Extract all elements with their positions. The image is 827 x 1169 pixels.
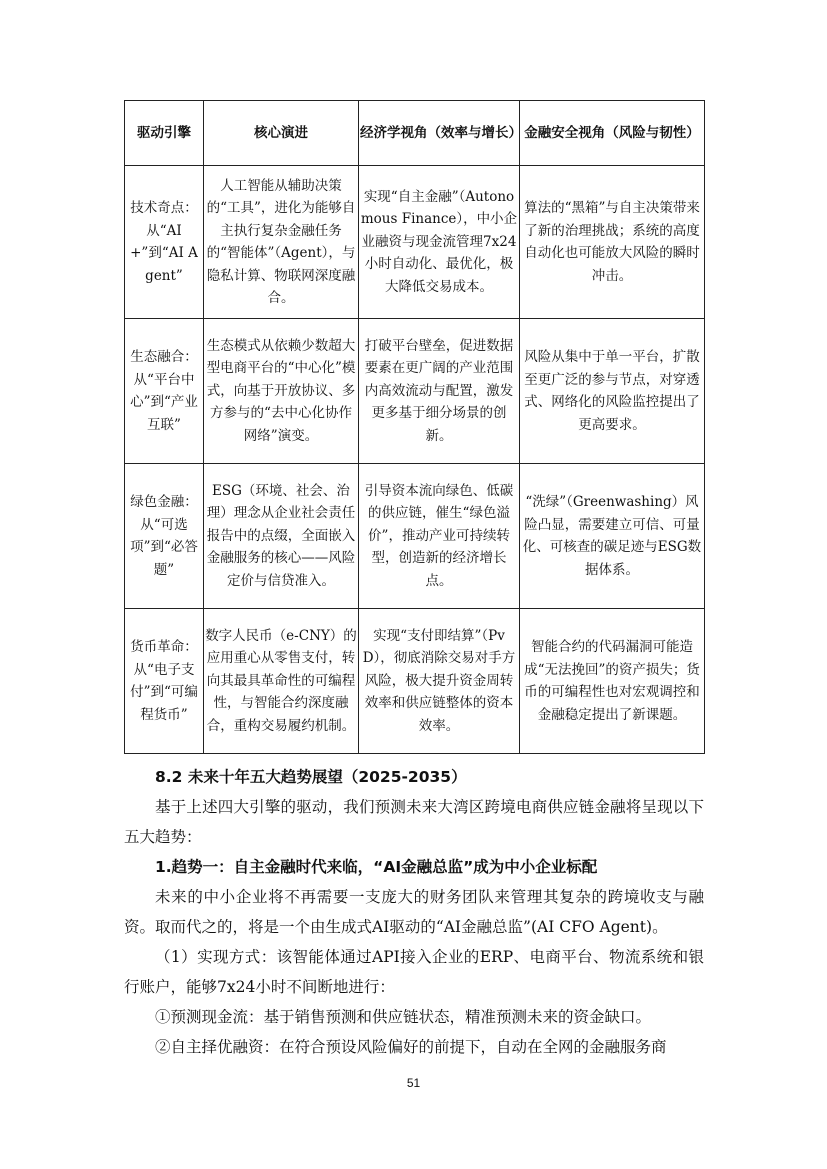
- table-cell: 货币革命：从“电子支付”到“可编程货币”: [125, 609, 204, 754]
- page-number: 51: [406, 1076, 421, 1090]
- table-cell: 实现“支付即结算”（PvD），彻底消除交易对手方风险，极大提升资金周转效率和供应链整体的资本效率。: [359, 609, 520, 754]
- table-cell: 绿色金融：从“可选项”到“必答题”: [125, 464, 204, 609]
- table-cell: 引导资本流向绿色、低碳的供应链，催生“绿色溢价”，推动产业可持续转型，创造新的经济增长点。: [359, 464, 520, 609]
- table-cell: ESG（环境、社会、治理）理念从企业社会责任报告中的点缀，全面嵌入金融服务的核心——风险定价与信贷准入。: [204, 464, 359, 609]
- paragraph: 未来的中小企业将不再需要一支庞大的财务团队来管理其复杂的跨境收支与融资。取而代之的，将是一个由生成式AI驱动的“AI金融总监”(AI CFO Agent)。: [124, 888, 704, 936]
- table-cell: 实现“自主金融”（Autonomous Finance），中小企业融资与现金流管理7x24小时自动化、最优化，极大降低交易成本。: [359, 166, 520, 319]
- header-cell: 驱动引擎: [125, 101, 204, 166]
- trend-heading: 1.趋势一：自主金融时代来临，“AI金融总监”成为中小企业标配: [155, 858, 598, 876]
- table-cell: 智能合约的代码漏洞可能造成“无法挽回”的资产损失；货币的可编程性也对宏观调控和金融稳定提出了新课题。: [520, 609, 705, 754]
- table-cell: 生态模式从依赖少数超大型电商平台的“中心化”模式，向基于开放协议、多方参与的“去中心化协作网络”演变。: [204, 319, 359, 464]
- table-row: [125, 609, 705, 754]
- paragraph: 基于上述四大引擎的驱动，我们预测未来大湾区跨境电商供应链金融将呈现以下五大趋势：: [124, 798, 704, 846]
- table-row: [125, 319, 705, 464]
- header-cell: 金融安全视角（风险与韧性）: [520, 101, 705, 166]
- table-cell: 人工智能从辅助决策的“工具”，进化为能够自主执行复杂金融任务的“智能体”（Agent），与隐私计算、物联网深度融合。: [204, 166, 359, 319]
- list-item: ②自主择优融资：在符合预设风险偏好的前提下，自动在全网的金融服务商: [155, 1038, 667, 1056]
- table-cell: 数字人民币（e-CNY）的应用重心从零售支付，转向其最具革命性的可编程性，与智能合约深度融合，重构交易履约机制。: [204, 609, 359, 754]
- header-cell: 核心演进: [204, 101, 359, 166]
- table-row: [125, 166, 705, 319]
- table-header-row: [125, 101, 705, 166]
- table-cell: 生态融合：从“平台中心”到“产业互联”: [125, 319, 204, 464]
- table-cell: 算法的“黑箱”与自主决策带来了新的治理挑战；系统的高度自动化也可能放大风险的瞬时冲击。: [520, 166, 705, 319]
- drivers-table: [124, 100, 705, 754]
- table-row: [125, 464, 705, 609]
- table-cell: “洗绿”（Greenwashing）风险凸显，需要建立可信、可量化、可核查的碳足迹与ESG数据体系。: [520, 464, 705, 609]
- body-text: [124, 762, 704, 1062]
- list-item: ①预测现金流：基于销售预测和供应链状态，精准预测未来的资金缺口。: [155, 1008, 652, 1026]
- header-cell: 经济学视角（效率与增长）: [359, 101, 520, 166]
- table-cell: 技术奇点：从“AI+”到“AI Agent”: [125, 166, 204, 319]
- table-cell: 打破平台壁垒，促进数据要素在更广阔的产业范围内高效流动与配置，激发更多基于细分场景的创新。: [359, 319, 520, 464]
- table-cell: 风险从集中于单一平台，扩散至更广泛的参与节点，对穿透式、网络化的风险监控提出了更高要求。: [520, 319, 705, 464]
- section-heading: 8.2 未来十年五大趋势展望（2025-2035）: [155, 768, 467, 786]
- paragraph: （1）实现方式：该智能体通过API接入企业的ERP、电商平台、物流系统和银行账户，能够7x24小时不间断地进行：: [124, 948, 704, 996]
